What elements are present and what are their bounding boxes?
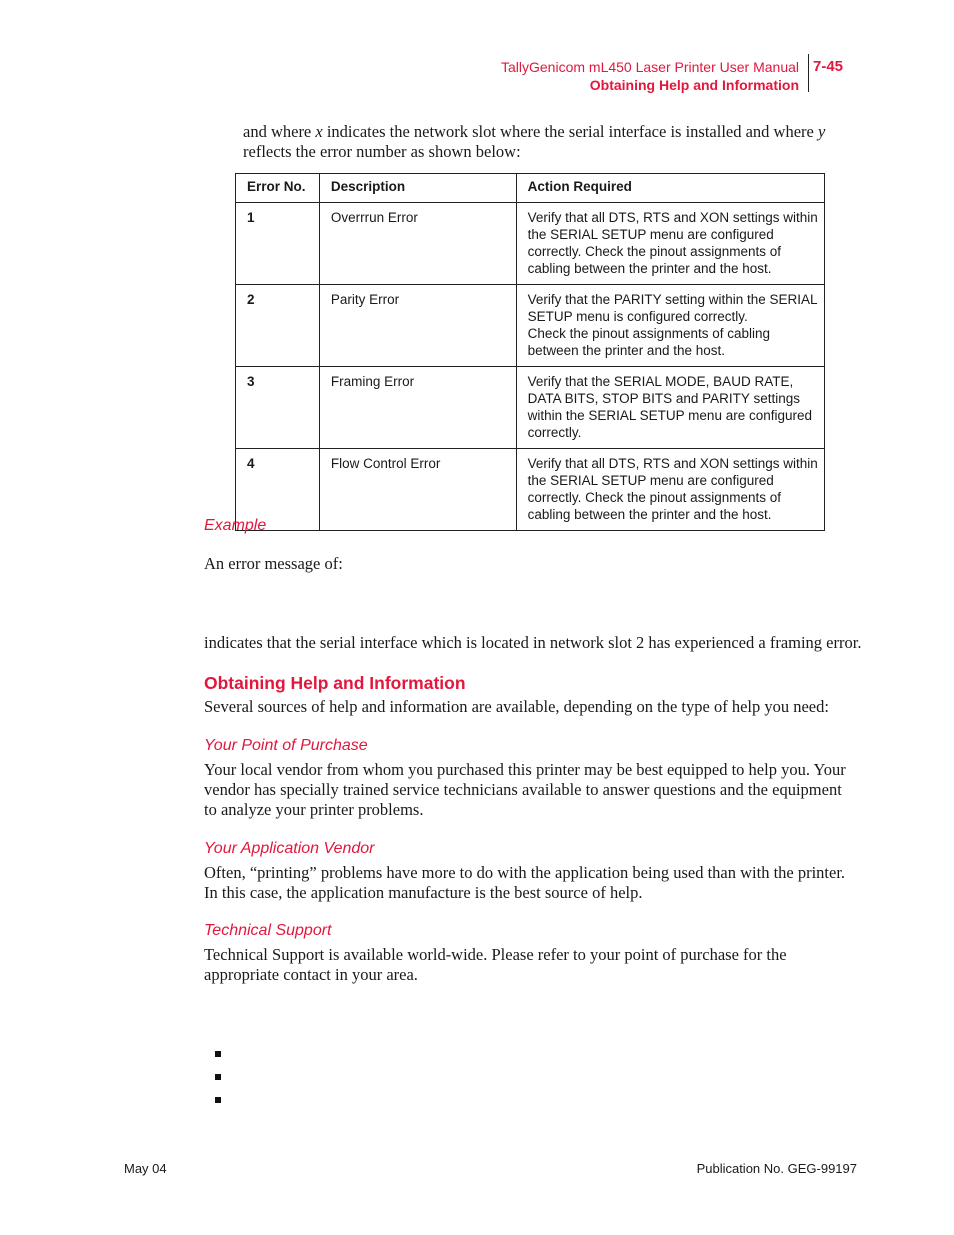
error-number: 1 [236, 203, 320, 285]
header-error-no: Error No. [236, 174, 320, 203]
footer-publication: Publication No. GEG-99197 [696, 1161, 857, 1176]
serial-error-table [235, 173, 825, 531]
header-divider [808, 54, 809, 92]
intro-text-a: and where [243, 122, 316, 141]
error-number: 2 [236, 285, 320, 367]
bullet-marker [215, 1097, 221, 1103]
technical-support-text: Technical Support is available world-wide. Please refer to your point of purchase for the appropriate contact in your area. [204, 945, 787, 984]
error-description: Overrrun Error [319, 203, 516, 285]
application-vendor-text: Often, “printing” problems have more to do with the application being used than with the printer. In this case, the application manufacture is the best source of help. [204, 863, 846, 902]
header-action-required: Action Required [516, 174, 824, 203]
error-description: Flow Control Error [319, 449, 516, 531]
running-header-section: Obtaining Help and Information [589, 77, 799, 93]
example-lead: An error message of: [204, 554, 343, 573]
technical-support-heading: Technical Support [204, 922, 332, 939]
running-header-title: TallyGenicom mL450 Laser Printer User Manual [500, 59, 799, 75]
point-of-purchase-text: Your local vendor from whom you purchased this printer may be best equipped to help you. Your vendor has specially trained service technicians available to answer questions and the equipment to analyze your printer problems. [204, 760, 846, 819]
table-row [236, 203, 825, 285]
error-number: 3 [236, 367, 320, 449]
error-description: Parity Error [319, 285, 516, 367]
header-description: Description [319, 174, 516, 203]
page-number: 7-45 [813, 58, 844, 75]
example-heading: Example [204, 517, 267, 534]
application-vendor-heading: Your Application Vendor [204, 840, 375, 857]
error-action: Verify that all DTS, RTS and XON settings within the SERIAL SETUP menu are configured correctly. Check the pinout assignments of cabling between the printer and the host. [516, 203, 824, 285]
error-description: Framing Error [319, 367, 516, 449]
footer-date: May 04 [124, 1161, 167, 1176]
intro-paragraph [243, 122, 843, 162]
table-row [236, 285, 825, 367]
error-number: 4 [236, 449, 320, 531]
error-action: Verify that the SERIAL MODE, BAUD RATE, DATA BITS, STOP BITS and PARITY settings within the SERIAL SETUP menu are configured correctly. [516, 367, 824, 449]
table-row [236, 367, 825, 449]
error-action: Verify that the PARITY setting within the SERIAL SETUP menu is configured correctly. Check the pinout assignments of cabling between the printer and the host. [516, 285, 824, 367]
help-intro: Several sources of help and information are available, depending on the type of help you need: [204, 697, 829, 716]
intro-text-b: indicates the network slot where the serial interface is installed and where [322, 122, 818, 141]
intro-text-c: reflects the error number as shown below: [243, 142, 521, 161]
bullet-marker [215, 1074, 221, 1080]
var-x: x [315, 122, 323, 141]
section-heading: Obtaining Help and Information [204, 673, 466, 693]
bullet-marker [215, 1051, 221, 1057]
error-action: Verify that all DTS, RTS and XON settings within the SERIAL SETUP menu are configured correctly. Check the pinout assignments of cabling between the printer and the host. [516, 449, 824, 531]
table-header-row [236, 174, 825, 203]
var-y: y [818, 122, 826, 141]
point-of-purchase-heading: Your Point of Purchase [204, 737, 368, 754]
example-conclusion: indicates that the serial interface which is located in network slot 2 has experienced a framing error. [204, 633, 862, 652]
table-row [236, 449, 825, 531]
